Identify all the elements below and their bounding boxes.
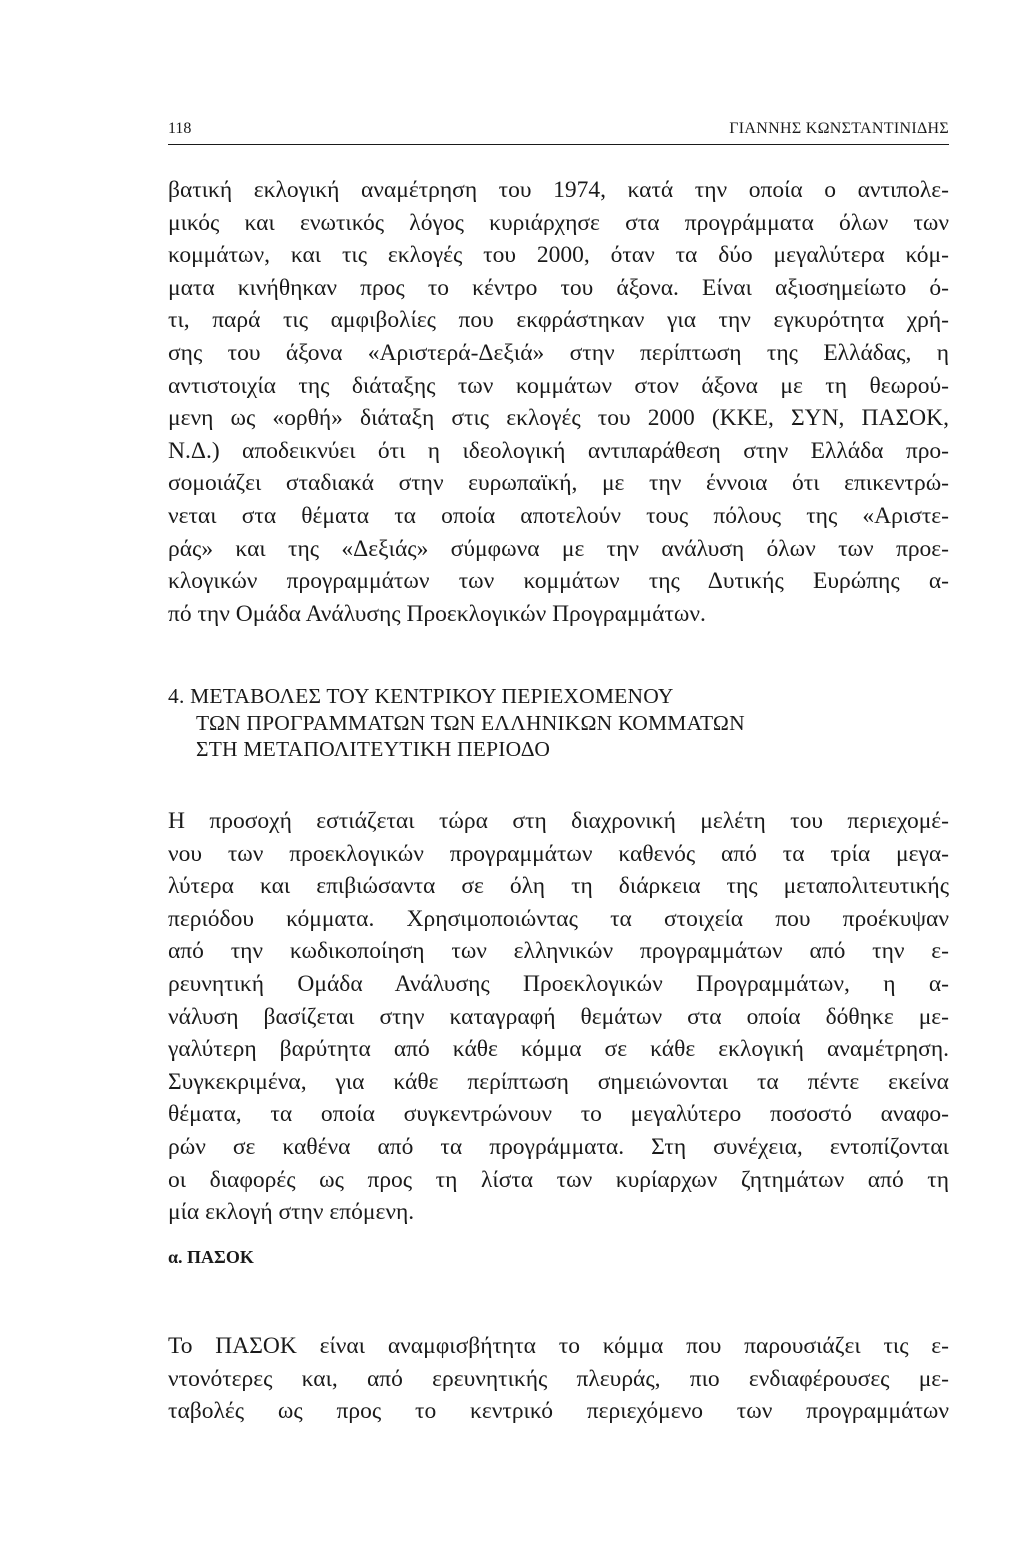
text-line: σομοιάζει σταδιακά στην ευρωπαϊκή, με την έννοια ότι επικεντρώ- [168,470,949,497]
text-line: ματα κινήθηκαν προς το κέντρο του άξονα. Είναι αξιοσημείωτο ό- [168,274,949,301]
text-line: ρών σε καθένα από τα προγράμματα. Στη συνέχεια, εντοπίζονται [168,1133,949,1160]
section-heading-4 [168,683,745,763]
text-line: Συγκεκριμένα, για κάθε περίπτωση σημειώνονται τα πέντε εκείνα [168,1068,949,1095]
text-line: νου των προεκλογικών προγραμμάτων καθενός από τα τρία μεγα- [168,840,949,867]
section-heading-line: 4. ΜΕΤΑΒΟΛΕΣ ΤΟΥ ΚΕΝΤΡΙΚΟΥ ΠΕΡΙΕΧΟΜΕΝΟΥ [168,684,674,708]
text-line: γαλύτερη βαρύτητα από κάθε κόμμα σε κάθε εκλογική αναμέτρηση. [168,1036,949,1063]
text-line: αντιστοιχία της διάταξης των κομμάτων στον άξονα με τη θεωρού- [168,372,949,399]
text-line: μενη ως «ορθή» διάταξη στις εκλογές του 2000 (ΚΚΕ, ΣΥΝ, ΠΑΣΟΚ, [168,405,949,432]
running-header-author: ΓΙΑΝΝΗΣ ΚΩΝΣΤΑΝΤΙΝΙΔΗΣ [729,120,949,137]
text-line: ράς» και της «Δεξιάς» σύμφωνα με την ανάλυση όλων των προε- [168,535,949,562]
text-line: βατική εκλογική αναμέτρηση του 1974, κατά την οποία ο αντιπολε- [168,177,949,203]
text-line: νάλυση βασίζεται στην καταγραφή θεμάτων στα οποία δόθηκε με- [168,1003,949,1030]
text-line: τι, παρά τις αμφιβολίες που εκφράστηκαν για την εγκυρότητα χρή- [168,307,949,334]
text-line: περιόδου κόμματα. Χρησιμοποιώντας τα στοιχεία που προέκυψαν [168,905,949,932]
section-heading-line: ΤΩΝ ΠΡΟΓΡΑΜΜΑΤΩΝ ΤΩΝ ΕΛΛΗΝΙΚΩΝ ΚΟΜΜΑΤΩΝ [196,710,745,735]
text-line: μία εκλογή στην επόμενη. [168,1199,415,1226]
text-line: ταβολές ως προς το κεντρικό περιεχόμενο των προγραμμάτων [168,1398,949,1425]
text-line: κομμάτων, και τις εκλογές του 2000, όταν τα δύο μεγαλύτερα κόμ- [168,242,949,269]
text-line: Η προσοχή εστιάζεται τώρα στη διαχρονική μελέτη του περιεχομέ- [168,808,949,834]
text-line: λύτερα και επιβιώσαντα σε όλη τη διάρκεια της μεταπολιτευτικής [168,873,949,900]
text-line: ρευνητική Ομάδα Ανάλυσης Προεκλογικών Προγραμμάτων, η α- [168,970,949,997]
subsection-heading-pasok: α. ΠΑΣΟΚ [168,1247,254,1267]
paragraph-2 [168,805,949,1229]
paragraph-1 [168,174,949,630]
text-line: πό την Ομάδα Ανάλυσης Προεκλογικών Προγραμμάτων. [168,600,706,627]
running-header [168,118,949,145]
text-line: μικός και ενωτικός λόγος κυριάρχησε στα προγράμματα όλων των [168,209,949,236]
text-line: Ν.Δ.) αποδεικνύει ότι η ιδεολογική αντιπαράθεση στην Ελλάδα προ- [168,437,949,464]
text-line: από την κωδικοποίηση των ελληνικών προγραμμάτων από την ε- [168,938,949,965]
page-number: 118 [168,120,192,137]
text-line: θέματα, τα οποία συγκεντρώνουν το μεγαλύτερο ποσοστό αναφο- [168,1101,949,1128]
text-line: οι διαφορές ως προς τη λίστα των κυρίαρχων ζητημάτων από τη [168,1166,949,1193]
text-line: νεται στα θέματα τα οποία αποτελούν τους πόλους της «Αριστε- [168,502,949,529]
section-heading-line: ΣΤΗ ΜΕΤΑΠΟΛΙΤΕΥΤΙΚΗ ΠΕΡΙΟΔΟ [196,737,551,761]
paragraph-3 [168,1330,949,1428]
text-line: σης του άξονα «Αριστερά-Δεξιά» στην περίπτωση της Ελλάδας, η [168,339,949,366]
text-line: κλογικών προγραμμάτων των κομμάτων της Δυτικής Ευρώπης α- [168,568,949,595]
text-line: ντονότερες και, από ερευνητικής πλευράς, πιο ενδιαφέρουσες με- [168,1365,949,1392]
text-line: Το ΠΑΣΟΚ είναι αναμφισβήτητα το κόμμα που παρουσιάζει τις ε- [168,1333,949,1359]
